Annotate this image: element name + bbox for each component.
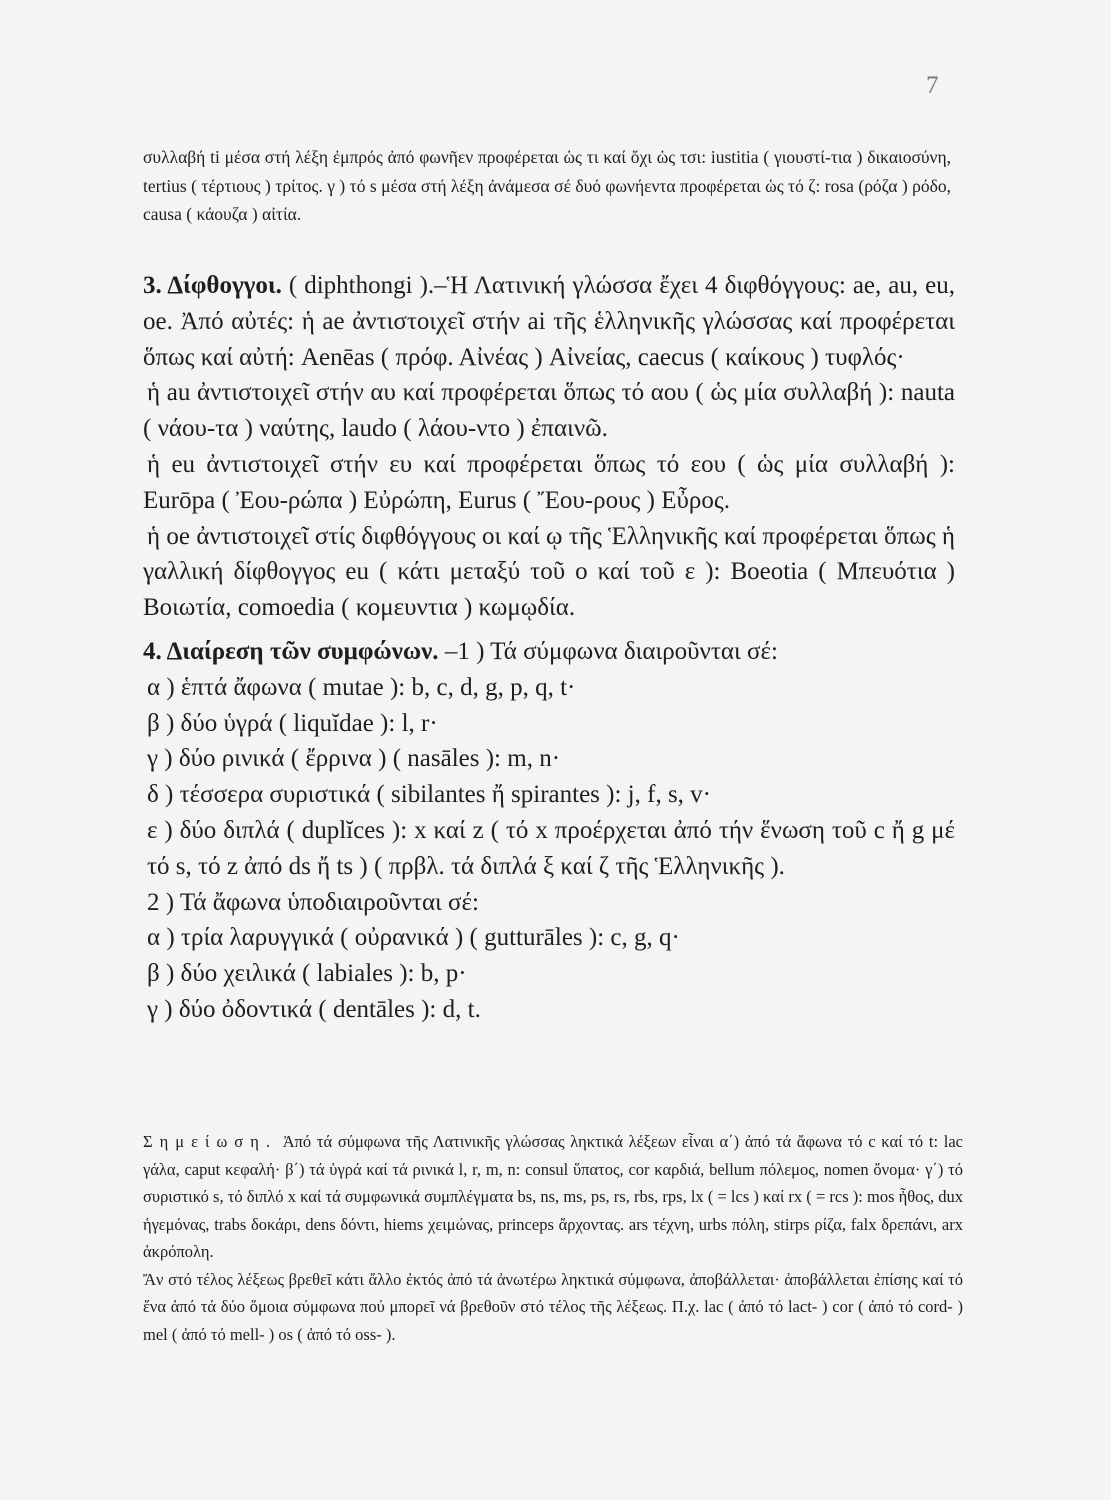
note-paragraph-2: Ἄν στό τέλος λέξεως βρεθεῖ κάτι ἄλλο ἐκτός ἀπό τά ἀνωτέρω ληκτικά σύμφωνα, ἀποβάλλεται· ἀποβάλλεται ἐπίσης καί τό ἕνα ἀπό τά δύο ὅμοια σύμφωνα πού μπορεῖ νά βρεθοῦν στό τέλος τῆς λέξεως. Π.χ. lac ( ἀπό τό lact- ) cor ( ἀπό τό cord- ) mel ( ἀπό τό mell- ) os ( ἀπό τό oss- ). [143,1269,963,1344]
diphthong-eu: ἡ eu ἀντιστοιχεῖ στήν ευ καί προφέρεται ὅπως τό εου ( ὡς μία συλλαβή ): Eurōpa ( Ἐου-ρώπα ) Εὐρώπη, Eurus ( Ἔου-ρους ) Εὖρος. [143,450,955,514]
consonants-paragraph [143,634,955,670]
diphthongs-text: ( diphthongi ).–Ἡ Λατινική γλώσσα ἔχει 4 διφθόγγους: ae, au, eu, oe. Ἀπό αὐτές: ἡ ae ἀντιστοιχεῖ στήν ai τῆς ἑλληνικῆς γλώσσας καί προφέρεται ὅπως καί αὐτή: Aenēas ( πρόφ. Αἰνέας ) Αἰνείας, caecus ( καίκους ) τυφλός· [143,272,955,371]
main-text [143,268,955,1028]
diphthongs-paragraph [143,268,955,375]
note-text: Ἀπό τά σύμφωνα τῆς Λατινικῆς γλώσσας ληκτικά λέξεων εἶναι α΄) ἀπό τά ἄφωνα τό c καί τό t: lac γάλα, caput κεφαλή· β΄) τά ὑγρά καί τά ρινικά l, r, m, n: consul ὕπατος, cor καρδιά, bellum πόλεμος, nomen ὄνομα· γ΄) τό συριστικό s, τό διπλό x καί τά συμφωνικά συμπλέγματα bs, ns, ms, ps, rs, rbs, rps, lx ( = lcs ) καί rx ( = rcs ): mos ἦθος, dux ἡγεμόνας, trabs δοκάρι, dens δόντι, hiems χειμώνας, princeps ἄρχοντας. ars τέχνη, urbs πόλη, stirps ρίζα, falx δρεπάνι, arx ἀκρόπολη. [143,1132,963,1261]
note-block [143,1128,963,1348]
diphthong-au: ἡ au ἀντιστοιχεῖ στήν αυ καί προφέρεται ὅπως τό αου ( ὡς μία συλλαβή ): nauta ( νάου-τα ) ναύτης, laudo ( λάου-ντο ) ἐπαινῶ. [143,379,955,443]
consonant-item: β ) δύο ὑγρά ( liquĭdae ): l, r· [147,709,438,737]
consonant-item: ε ) δύο διπλά ( duplĭces ): x καί z ( τό x προέρχεται ἀπό τήν ἕνωση τοῦ c ἤ g μέ τό s, τό z ἀπό ds ἤ ts ) ( πρβλ. τά διπλά ξ καί ζ τῆς Ἑλληνικῆς ). [147,816,956,880]
intro-paragraph: συλλαβή ti μέσα στή λέξη ἐμπρός ἀπό φωνῆεν προφέρεται ὡς τι καί ὄχι ὡς τσι: iustitia ( γιουστί-τια ) δικαιοσύνη, tertius ( τέρτιους ) τρίτος. γ ) τό s μέσα στή λέξη ἀνάμεσα σέ δυό φωνήεντα προφέρεται ὡς τό ζ: rosa (ρόζα ) ρόδο, causa ( κάουζα ) αἰτία. [143,147,951,224]
consonants-heading: 4. Διαίρεση τῶν συμφώνων. [143,637,439,665]
subdivision-item: β ) δύο χειλικά ( labiales ): b, p· [147,960,467,988]
note-paragraph [143,1128,963,1266]
consonants-intro: –1 ) Τά σύμφωνα διαιροῦνται σέ: [444,637,778,665]
diphthongs-heading: 3. Δίφθογγοι. [143,272,282,299]
page-number: 7 [926,72,939,99]
consonant-item: α ) ἑπτά ἄφωνα ( mutae ): b, c, d, g, p, q, t· [147,673,576,701]
subdivision-intro: 2 ) Τά ἄφωνα ὑποδιαιροῦνται σέ: [147,888,479,916]
consonant-item: δ ) τέσσερα συριστικά ( sibilantes ἤ spirantes ): j, f, s, v· [147,781,712,809]
consonant-item: γ ) δύο ρινικά ( ἔρρινα ) ( nasāles ): m, n· [147,745,561,773]
diphthong-oe: ἡ oe ἀντιστοιχεῖ στίς διφθόγγους οι καί ῳ τῆς Ἑλληνικῆς καί προφέρεται ὅπως ἡ γαλλική δίφθογγος eu ( κάτι μεταξύ τοῦ ο καί τοῦ ε ): Boeotia ( Μπευότια ) Βοιωτία, comoedia ( κομευντια ) κωμῳδία. [143,522,955,622]
subdivision-item: α ) τρία λαρυγγικά ( οὐρανικά ) ( gutturāles ): c, g, q· [147,924,680,952]
subdivision-item: γ ) δύο ὀδοντικά ( dentāles ): d, t. [147,995,481,1023]
note-label: Σημείωση. [143,1132,277,1151]
